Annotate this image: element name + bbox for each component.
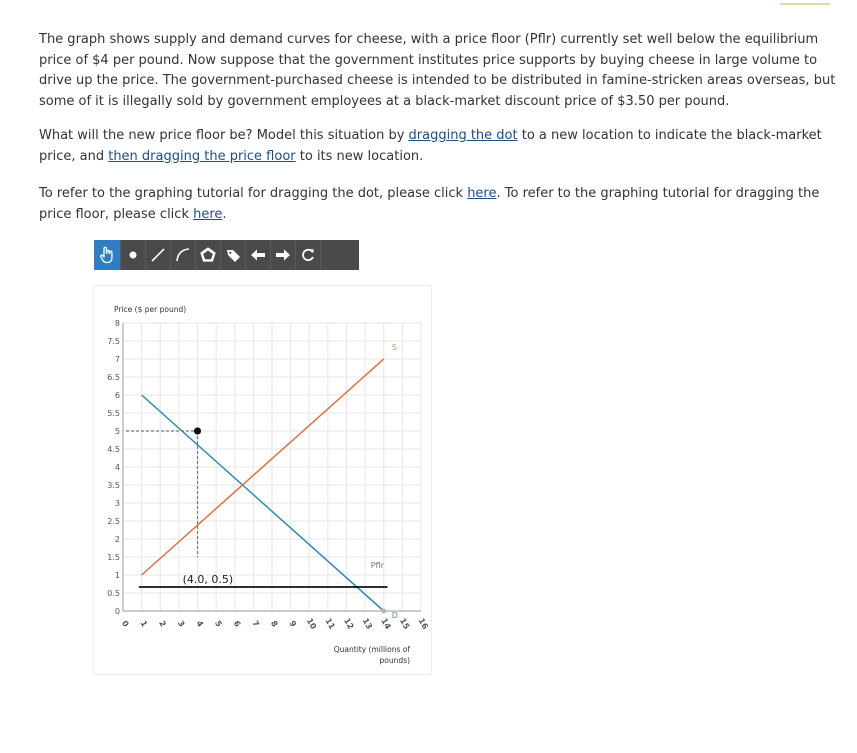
graph-panel: [93, 285, 432, 675]
x-tick-label: 12: [341, 616, 356, 631]
x-tick-label: 11: [323, 616, 337, 631]
y-tick-label: 2.5: [107, 517, 120, 526]
x-axis-title-line2: pounds): [379, 656, 410, 665]
instruction-text-a: What will the new price floor be? Model this situation by: [39, 128, 409, 143]
instruction-paragraph: [39, 126, 839, 167]
y-tick-label: 7.5: [107, 337, 120, 346]
redo-button[interactable]: [271, 240, 296, 270]
y-tick-label: 3.5: [107, 481, 120, 490]
x-tick-label: 14: [379, 616, 393, 631]
x-axis-title-line1: Quantity (millions of: [333, 645, 410, 654]
draggable-dot[interactable]: [194, 427, 201, 434]
demand-curve-label: D: [391, 611, 398, 620]
instruction-text-b: to a new location to indicate the black-market price, and: [39, 128, 822, 164]
supply-curve-label: S: [391, 343, 397, 352]
y-tick-labels: [107, 319, 120, 616]
y-tick-label: 2: [114, 535, 120, 544]
x-tick-label: 13: [360, 616, 374, 631]
y-tick-label: 1: [114, 571, 120, 580]
x-tick-label: 15: [397, 616, 412, 631]
label-tool[interactable]: [221, 240, 246, 270]
y-tick-label: 4: [114, 463, 120, 472]
x-tick-label: 16: [416, 616, 430, 631]
y-tick-label: 0.5: [107, 589, 120, 598]
polygon-tool[interactable]: [196, 240, 221, 270]
dot-icon: [127, 249, 139, 261]
curve-icon: [175, 247, 191, 263]
redo-arrow-icon: [275, 248, 291, 262]
y-axis-title: Price ($ per pound): [114, 305, 187, 314]
supply-demand-chart: [94, 286, 431, 674]
x-tick-label: 2: [157, 619, 168, 629]
point-tool[interactable]: [121, 240, 146, 270]
x-tick-label: 5: [212, 619, 224, 629]
y-tick-label: 7: [114, 355, 120, 364]
reset-icon: [300, 247, 316, 263]
dot-tutorial-link[interactable]: here: [467, 186, 497, 201]
y-tick-label: 5: [114, 427, 120, 436]
demand-endpoint-handle[interactable]: [381, 609, 386, 614]
tag-icon: [225, 247, 241, 263]
y-tick-label: 0: [114, 607, 120, 616]
reset-button[interactable]: [296, 240, 321, 270]
y-tick-label: 1.5: [107, 553, 120, 562]
price-floor-tutorial-link[interactable]: here: [193, 206, 223, 222]
y-tick-label: 4.5: [107, 445, 120, 454]
undo-button[interactable]: [246, 240, 271, 270]
instruction-text-c: to its new location.: [295, 148, 424, 164]
tutorial-text-c: .: [222, 206, 227, 222]
curve-tool[interactable]: [171, 240, 196, 270]
x-tick-label: 10: [304, 616, 319, 631]
x-tick-label: 1: [138, 619, 150, 629]
line-icon: [150, 247, 166, 263]
x-tick-label: 7: [250, 619, 261, 629]
tutorial-text-a: To refer to the graphing tutorial for dragging the dot, please click: [39, 186, 468, 201]
x-tick-label: 0: [119, 619, 131, 629]
price-floor-label: Pflr: [370, 561, 384, 570]
intro-paragraph: The graph shows supply and demand curves for cheese, with a price floor (Pflr) currently set well below the equilibrium price of $4 per pound. Now suppose that the government institutes price supports by buying cheese in large volume to drive up the price. The government-purchased cheese is intended to be distributed in famine-stricken areas overseas, but some of it is illegally sold by government employees at a black-market discount price of $3.50 per pound.: [39, 32, 836, 109]
polygon-icon: [199, 246, 217, 264]
x-tick-label: 8: [268, 619, 280, 629]
x-tick-label: 4: [194, 619, 205, 629]
top-accent-rule: [780, 3, 830, 5]
y-tick-label: 8: [114, 319, 120, 328]
tutorial-paragraph: [39, 184, 839, 225]
x-tick-label: 3: [175, 619, 187, 629]
y-tick-label: 6.5: [107, 373, 120, 382]
dragging-price-floor-link[interactable]: then dragging the price floor: [108, 148, 296, 164]
x-tick-label: 6: [231, 619, 243, 629]
pointer-tool[interactable]: [94, 240, 121, 270]
graph-toolbar: [94, 240, 359, 270]
y-tick-label: 6: [114, 391, 120, 400]
hand-pointer-icon: [99, 246, 115, 264]
x-tick-labels: [120, 617, 430, 632]
x-tick-label: 9: [287, 619, 299, 629]
dragging-dot-link[interactable]: dragging the dot: [408, 128, 518, 143]
y-tick-label: 3: [114, 499, 120, 508]
line-tool[interactable]: [146, 240, 171, 270]
dot-guides: [126, 431, 198, 557]
dot-coordinate-label: (4.0, 0.5): [182, 573, 234, 586]
undo-arrow-icon: [250, 248, 266, 262]
y-tick-label: 5.5: [107, 409, 120, 418]
tutorial-text-b: . To refer to the graphing tutorial for dragging the price floor, please click: [39, 186, 820, 222]
